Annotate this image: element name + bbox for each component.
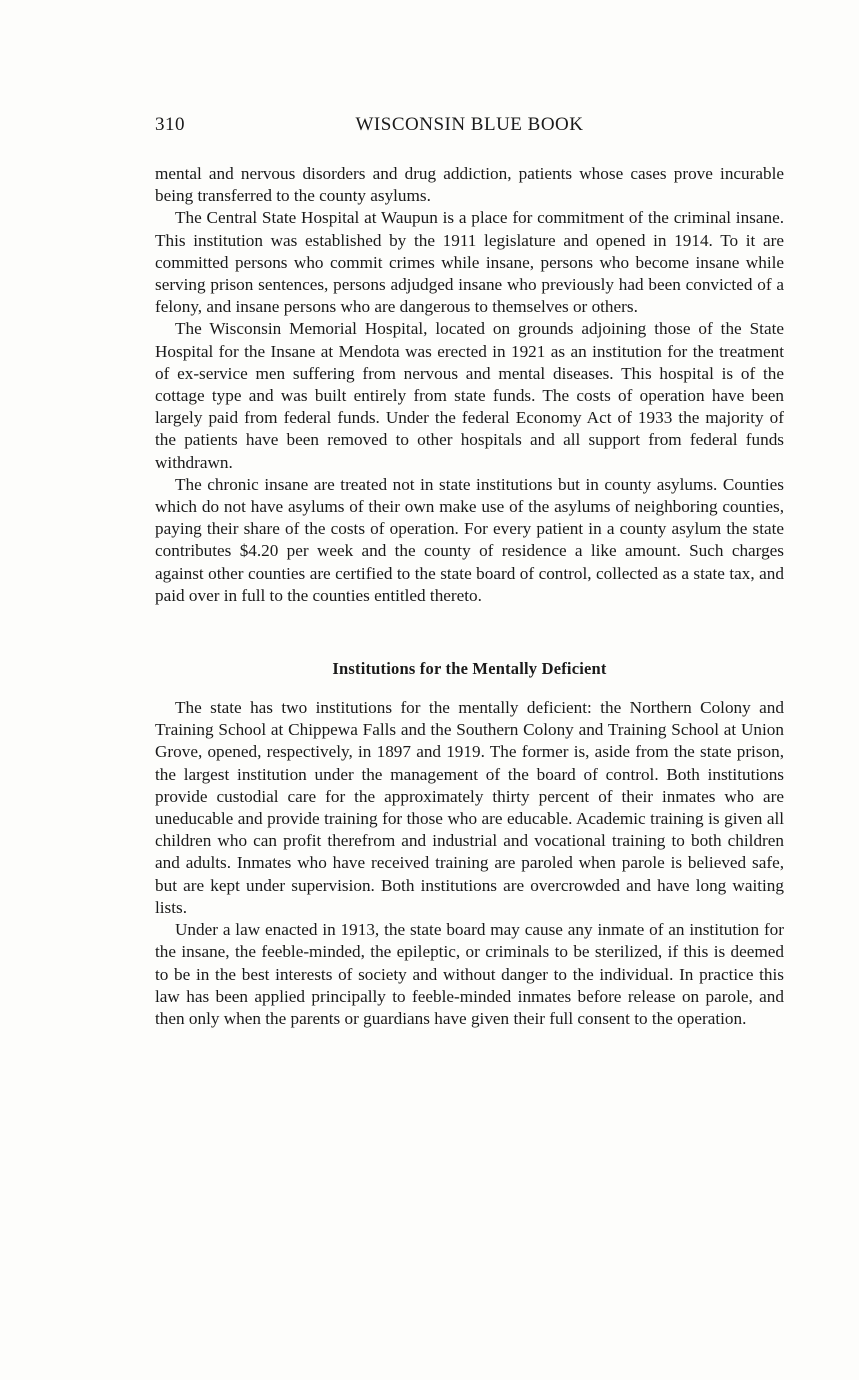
paragraph-central-state-hospital: The Central State Hospital at Waupun is a place for commitment of the criminal insane. This institution was established by the 1911 legislature and opened in 1914. To it are committed persons who commit crimes while insane, persons who become insane while serving prison sentences, persons adjudged insane who previously had been convicted of a felony, and insane persons who are dangerous to themselves or others. <box>155 208 784 317</box>
book-page <box>155 110 784 1030</box>
paragraph-two-institutions: The state has two institutions for the mentally deficient: the Northern Colony and Training School at Chippewa Falls and the Southern Colony and Training School at Union Grove, opened, respectively, in 1897 and 1919. The former is, aside from the state prison, the largest institution under the management of the board of control. Both institutions provide custodial care for the approximately thirty percent of their inmates who are uneducable and provide training for those who are educable. Academic training is given all children who can profit therefrom and industrial and vocational training to both children and adults. Inmates who have received training are paroled when parole is believed safe, but are kept under supervision. Both institutions are overcrowded and have long waiting lists. <box>155 698 784 917</box>
top-section <box>155 163 784 607</box>
running-title: WISCONSIN BLUE BOOK <box>355 114 584 135</box>
mentally-deficient-section <box>155 697 784 1030</box>
paragraph-continued: mental and nervous disorders and drug addiction, patients whose cases prove incurable being transferred to the county asylums. <box>155 164 784 206</box>
section-heading: Institutions for the Mentally Deficient <box>332 659 607 679</box>
running-head <box>155 110 784 140</box>
paragraph-wisconsin-memorial-hospital: The Wisconsin Memorial Hospital, located on grounds adjoining those of the State Hospital for the Insane at Mendota was erected in 1921 as an institution for the treatment of ex-service men suffering from nervous and mental diseases. This hospital is of the cottage type and was built entirely from state funds. The costs of operation have been largely paid from federal funds. Under the federal Economy Act of 1933 the majority of the patients have been removed to other hospitals and all support from federal funds withdrawn. <box>155 319 784 472</box>
paragraph-sterilization-law: Under a law enacted in 1913, the state board may cause any inmate of an institution for the insane, the feeble-minded, the epileptic, or criminals to be sterilized, if this is deemed to be in the best interests of society and without danger to the individual. In practice this law has been applied principally to feeble-minded inmates before release on parole, and then only when the parents or guardians have given their full consent to the operation. <box>155 920 784 1028</box>
paragraph-chronic-insane: The chronic insane are treated not in state institutions but in county asylums. Counties which do not have asylums of their own make use of the asylums of neighboring counties, paying their share of the costs of operation. For every patient in a county asylum the state contributes $4.20 per week and the county of residence a like amount. Such charges against other counties are certified to the state board of control, collected as a state tax, and paid over in full to the counties entitled thereto. <box>155 474 784 605</box>
page-number: 310 <box>155 114 185 135</box>
